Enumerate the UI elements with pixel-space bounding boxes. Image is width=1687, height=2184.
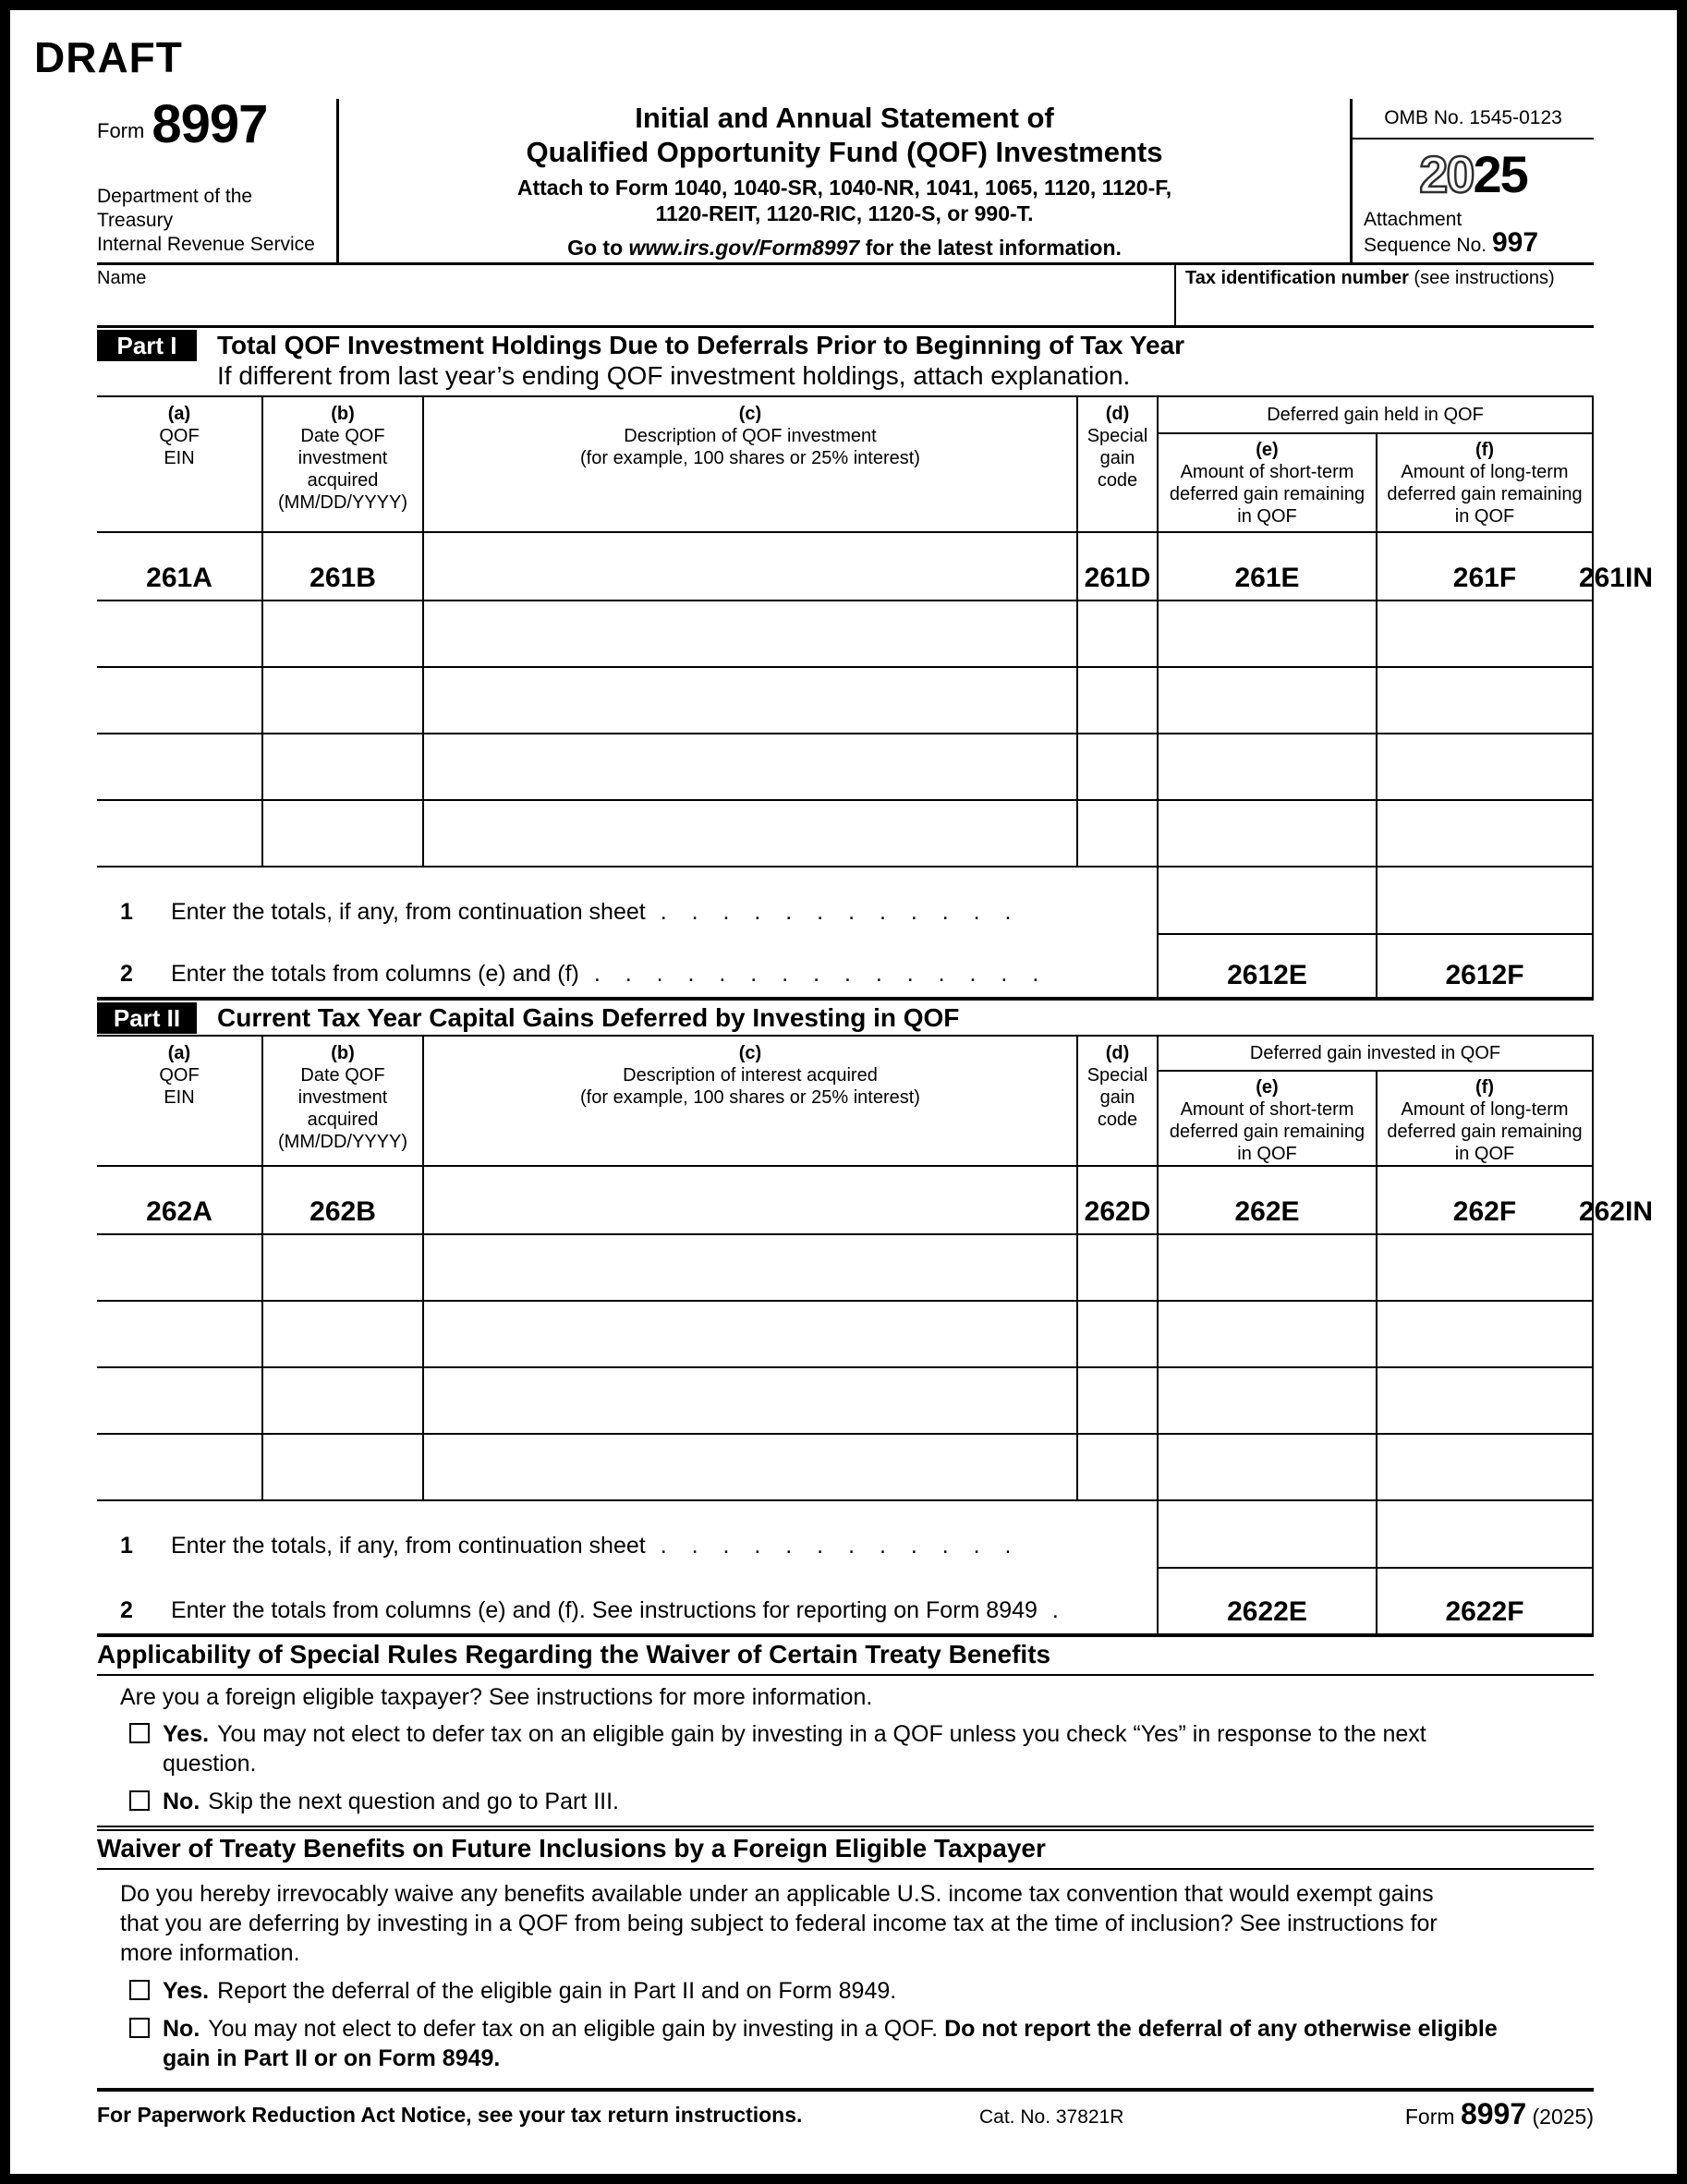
special-rules-yes-text: Yes. You may not elect to defer tax on an eligible gain by investing in a QOF unless you check “Yes” in response to the next question. bbox=[163, 1721, 1426, 1777]
part1-field-e[interactable]: 261E bbox=[1157, 533, 1376, 601]
entry-cell[interactable] bbox=[1157, 1368, 1376, 1435]
entry-cell[interactable] bbox=[261, 1435, 422, 1501]
draft-watermark: DRAFT bbox=[34, 33, 183, 81]
form-title-line2: Qualified Opportunity Fund (QOF) Investments bbox=[526, 136, 1163, 168]
paperwork-notice: For Paperwork Reduction Act Notice, see your tax return instructions. bbox=[97, 2103, 803, 2127]
part1-field-in: 261IN bbox=[1578, 563, 1653, 593]
page-footer bbox=[97, 2088, 1594, 2143]
part2-line1-total-e[interactable] bbox=[1157, 1501, 1376, 1569]
dot-leader: . bbox=[1051, 1597, 1068, 1623]
part2-field-d[interactable]: 262D bbox=[1076, 1167, 1157, 1235]
entry-cell[interactable] bbox=[97, 601, 261, 668]
entry-cell[interactable] bbox=[97, 734, 261, 801]
part2-group-header: Deferred gain invested in QOF bbox=[1159, 1037, 1592, 1072]
entry-cell[interactable] bbox=[1376, 734, 1594, 801]
part1-field-d[interactable]: 261D bbox=[1076, 533, 1157, 601]
special-rules-intro: Are you a foreign eligible taxpayer? See instructions for more information. bbox=[120, 1684, 873, 1710]
entry-cell[interactable] bbox=[1157, 601, 1376, 668]
tin-note: (see instructions) bbox=[1408, 268, 1555, 288]
entry-cell[interactable] bbox=[1376, 1302, 1594, 1368]
part2-col-a-header: (a) QOF EIN bbox=[97, 1037, 261, 1167]
entry-cell[interactable] bbox=[1157, 734, 1376, 801]
waiver-paragraph: Do you hereby irrevocably waive any benefits available under an applicable U.S. income tax convention that would exempt gains that you are deferring by investing in a QOF from being subject to federal income tax at the time of inclusion? See instructions for more information. bbox=[120, 1881, 1438, 1966]
part1-line2-total-e[interactable]: 2612E bbox=[1157, 935, 1376, 997]
part1-line1: 1 Enter the totals, if any, from continuation sheet . . . . . . . . . . . . bbox=[120, 899, 1021, 925]
entry-cell[interactable] bbox=[1076, 1368, 1157, 1435]
part1-line2: 2 Enter the totals from columns (e) and (f) . . . . . . . . . . . . . . . bbox=[120, 961, 1049, 987]
entry-cell[interactable] bbox=[261, 1368, 422, 1435]
name-label: Name bbox=[97, 268, 147, 288]
sequence-word: Sequence No. bbox=[1364, 235, 1487, 256]
part2-title: Current Tax Year Capital Gains Deferred by Investing in QOF bbox=[217, 1002, 960, 1032]
part1-col-e-header: (e) Amount of short-term deferred gain remaining in QOF bbox=[1169, 440, 1365, 527]
part2-line2-total-e[interactable]: 2622E bbox=[1157, 1569, 1376, 1633]
entry-cell[interactable] bbox=[422, 668, 1076, 734]
entry-cell[interactable] bbox=[97, 668, 261, 734]
entry-cell[interactable] bbox=[1076, 601, 1157, 668]
omb-number: OMB No. 1545-0123 bbox=[1353, 99, 1594, 140]
goto-prefix: Go to bbox=[567, 236, 629, 260]
entry-cell[interactable] bbox=[261, 1302, 422, 1368]
part1-col-d-header: (d) Special gain code bbox=[1076, 397, 1157, 533]
part2-table bbox=[97, 1035, 1653, 1637]
entry-cell[interactable] bbox=[422, 801, 1076, 868]
entry-cell[interactable] bbox=[1157, 801, 1376, 868]
part2-col-b-header: (b) Date QOF investment acquired (MM/DD/YYYY) bbox=[261, 1037, 422, 1167]
entry-cell[interactable] bbox=[422, 1435, 1076, 1501]
irs-url-link[interactable]: www.irs.gov/Form8997 bbox=[628, 236, 860, 260]
entry-cell[interactable] bbox=[1376, 801, 1594, 868]
form-number: 8997 bbox=[152, 94, 268, 154]
attach-instruction-line2: 1120-REIT, 1120-RIC, 1120-S, or 990-T. bbox=[655, 201, 1034, 225]
entry-cell[interactable] bbox=[1376, 1435, 1594, 1501]
goto-instruction bbox=[339, 236, 1350, 261]
waiver-no-text: No. You may not elect to defer tax on an eligible gain by investing in a QOF. Do not report the deferral of any otherwise eligible gain in Part II or on Form 8949. bbox=[163, 2016, 1498, 2071]
part2-line2-total-f[interactable]: 2622F bbox=[1376, 1569, 1594, 1633]
entry-cell[interactable] bbox=[1076, 734, 1157, 801]
footer-form-id: Form 8997 (2025) bbox=[1404, 2097, 1594, 2130]
attachment-word: Attachment bbox=[1364, 209, 1462, 230]
part2-field-f[interactable]: 262F 262IN bbox=[1376, 1167, 1594, 1235]
entry-cell[interactable] bbox=[422, 1302, 1076, 1368]
entry-cell[interactable] bbox=[261, 1235, 422, 1302]
name-input-area[interactable] bbox=[97, 265, 1174, 325]
form-header-center bbox=[339, 99, 1353, 262]
entry-cell[interactable] bbox=[261, 801, 422, 868]
part2-col-f-header: (f) Amount of long-term deferred gain remaining in QOF bbox=[1376, 1072, 1592, 1165]
part1-field-a[interactable]: 261A bbox=[97, 533, 261, 601]
entry-cell[interactable] bbox=[1376, 1368, 1594, 1435]
part1-title: Total QOF Investment Holdings Due to Deferrals Prior to Beginning of Tax Year bbox=[217, 330, 1185, 359]
part2-chip: Part II bbox=[97, 1002, 197, 1034]
entry-cell[interactable] bbox=[1076, 1302, 1157, 1368]
entry-cell[interactable] bbox=[97, 1302, 261, 1368]
form-title-line1: Initial and Annual Statement of bbox=[635, 102, 1054, 134]
waiver-yes-text: Yes. Report the deferral of the eligible gain in Part II and on Form 8949. bbox=[163, 1978, 897, 2004]
department-lines bbox=[97, 185, 329, 257]
waiver-yes-checkbox[interactable] bbox=[129, 1980, 150, 2000]
tax-year-solid: 25 bbox=[1473, 144, 1527, 203]
part2-field-e[interactable]: 262E bbox=[1157, 1167, 1376, 1235]
special-rules-yes-row bbox=[129, 1719, 1594, 1778]
part2-col-c-header: (c) Description of interest acquired (for example, 100 shares or 25% interest) bbox=[422, 1037, 1076, 1167]
tin-label: Tax identification number bbox=[1185, 268, 1409, 288]
entry-cell[interactable] bbox=[422, 601, 1076, 668]
entry-cell[interactable] bbox=[1157, 668, 1376, 734]
form-word: Form bbox=[97, 119, 145, 142]
form-header-right bbox=[1353, 99, 1594, 262]
part2-bar bbox=[97, 1001, 1594, 1035]
entry-cell[interactable] bbox=[1157, 1302, 1376, 1368]
tax-year-outline: 20 bbox=[1419, 144, 1474, 203]
form-header-left bbox=[97, 94, 339, 262]
tin-input-area[interactable] bbox=[1174, 265, 1594, 325]
dot-leader: . . . . . . . . . . . . . . . bbox=[593, 961, 1049, 987]
entry-cell[interactable] bbox=[1076, 668, 1157, 734]
part2-field-a[interactable]: 262A bbox=[97, 1167, 261, 1235]
entry-cell[interactable] bbox=[1376, 1235, 1594, 1302]
tax-year bbox=[1353, 140, 1594, 208]
part1-line2-total-f[interactable]: 2612F bbox=[1376, 935, 1594, 997]
entry-cell[interactable] bbox=[1076, 801, 1157, 868]
entry-cell[interactable] bbox=[422, 734, 1076, 801]
form-header bbox=[97, 94, 1594, 265]
entry-cell[interactable] bbox=[1157, 1435, 1376, 1501]
part1-field-b[interactable]: 261B bbox=[261, 533, 422, 601]
dept-line2: Internal Revenue Service bbox=[97, 234, 315, 255]
waiver-heading: Waiver of Treaty Benefits on Future Inclusions by a Foreign Eligible Taxpayer bbox=[97, 1826, 1594, 1870]
part1-subtitle: If different from last year’s ending QOF investment holdings, attach explanation. bbox=[217, 361, 1131, 390]
part2-col-e-header: (e) Amount of short-term deferred gain remaining in QOF bbox=[1169, 1077, 1365, 1164]
form-number-block bbox=[97, 94, 329, 154]
special-rules-no-checkbox[interactable] bbox=[129, 1790, 150, 1811]
part1-table bbox=[97, 395, 1653, 1001]
dot-leader: . . . . . . . . . . . . bbox=[660, 1533, 1021, 1559]
part2-deferred-gain-group bbox=[1157, 1037, 1594, 1167]
waiver-yes-row bbox=[129, 1976, 1594, 2006]
entry-cell[interactable] bbox=[261, 601, 422, 668]
dept-line1: Department of the Treasury bbox=[97, 186, 253, 231]
catalog-number: Cat. No. 37821R bbox=[979, 2106, 1124, 2128]
sequence-number: 997 bbox=[1491, 227, 1539, 258]
part1-col-f-header: (f) Amount of long-term deferred gain remaining in QOF bbox=[1376, 434, 1592, 531]
attachment-sequence bbox=[1353, 208, 1594, 262]
entry-cell[interactable] bbox=[261, 668, 422, 734]
part2-line2: 2 Enter the totals from columns (e) and (f). See instructions for reporting on Form 8949 . bbox=[120, 1597, 1068, 1623]
part1-line1-total-f[interactable] bbox=[1376, 868, 1594, 935]
entry-cell[interactable] bbox=[1076, 1435, 1157, 1501]
goto-suffix: for the latest information. bbox=[859, 236, 1122, 260]
entry-cell[interactable] bbox=[1376, 601, 1594, 668]
part1-deferred-gain-group bbox=[1157, 397, 1594, 533]
entry-cell[interactable] bbox=[97, 1368, 261, 1435]
entry-cell[interactable] bbox=[422, 1235, 1076, 1302]
part1-field-f[interactable]: 261F 261IN bbox=[1376, 533, 1594, 601]
entry-cell[interactable] bbox=[97, 801, 261, 868]
special-rules-yes-checkbox[interactable] bbox=[129, 1723, 150, 1743]
special-rules-no-text: No. Skip the next question and go to Part III. bbox=[163, 1789, 620, 1814]
part1-bar bbox=[97, 328, 1594, 362]
part2-col-d-header: (d) Special gain code bbox=[1076, 1037, 1157, 1167]
part1-line1-total-e[interactable] bbox=[1157, 868, 1376, 935]
part1-col-c-header: (c) Description of QOF investment (for example, 100 shares or 25% interest) bbox=[422, 397, 1076, 533]
entry-cell[interactable] bbox=[422, 1368, 1076, 1435]
part2-field-c[interactable] bbox=[422, 1167, 1076, 1235]
entry-cell[interactable] bbox=[1376, 668, 1594, 734]
waiver-no-checkbox[interactable] bbox=[129, 2018, 150, 2038]
attach-instruction-line1: Attach to Form 1040, 1040-SR, 1040-NR, 1041, 1065, 1120, 1120-F, bbox=[516, 176, 1172, 200]
part2-field-b[interactable]: 262B bbox=[261, 1167, 422, 1235]
special-rules-heading: Applicability of Special Rules Regarding the Waiver of Certain Treaty Benefits bbox=[97, 1637, 1594, 1676]
part2-line1-total-f[interactable] bbox=[1376, 1501, 1594, 1569]
entry-cell[interactable] bbox=[1076, 1235, 1157, 1302]
part1-group-header: Deferred gain held in QOF bbox=[1159, 397, 1592, 434]
entry-cell[interactable] bbox=[261, 734, 422, 801]
waiver-no-row bbox=[129, 2014, 1594, 2073]
part1-col-b-header: (b) Date QOF investment acquired (MM/DD/YYYY) bbox=[261, 397, 422, 533]
entry-cell[interactable] bbox=[97, 1235, 261, 1302]
entry-cell[interactable] bbox=[97, 1435, 261, 1501]
entry-cell[interactable] bbox=[1157, 1235, 1376, 1302]
part2-field-in: 262IN bbox=[1578, 1196, 1653, 1227]
dot-leader: . . . . . . . . . . . . bbox=[660, 899, 1021, 925]
part2-line1: 1 Enter the totals, if any, from continuation sheet . . . . . . . . . . . . bbox=[120, 1533, 1021, 1559]
part1-chip: Part I bbox=[97, 330, 197, 361]
special-rules-no-row bbox=[129, 1787, 1594, 1816]
part1-col-a-header: (a) QOF EIN bbox=[97, 397, 261, 533]
identity-row bbox=[97, 265, 1594, 328]
part1-field-c[interactable] bbox=[422, 533, 1076, 601]
